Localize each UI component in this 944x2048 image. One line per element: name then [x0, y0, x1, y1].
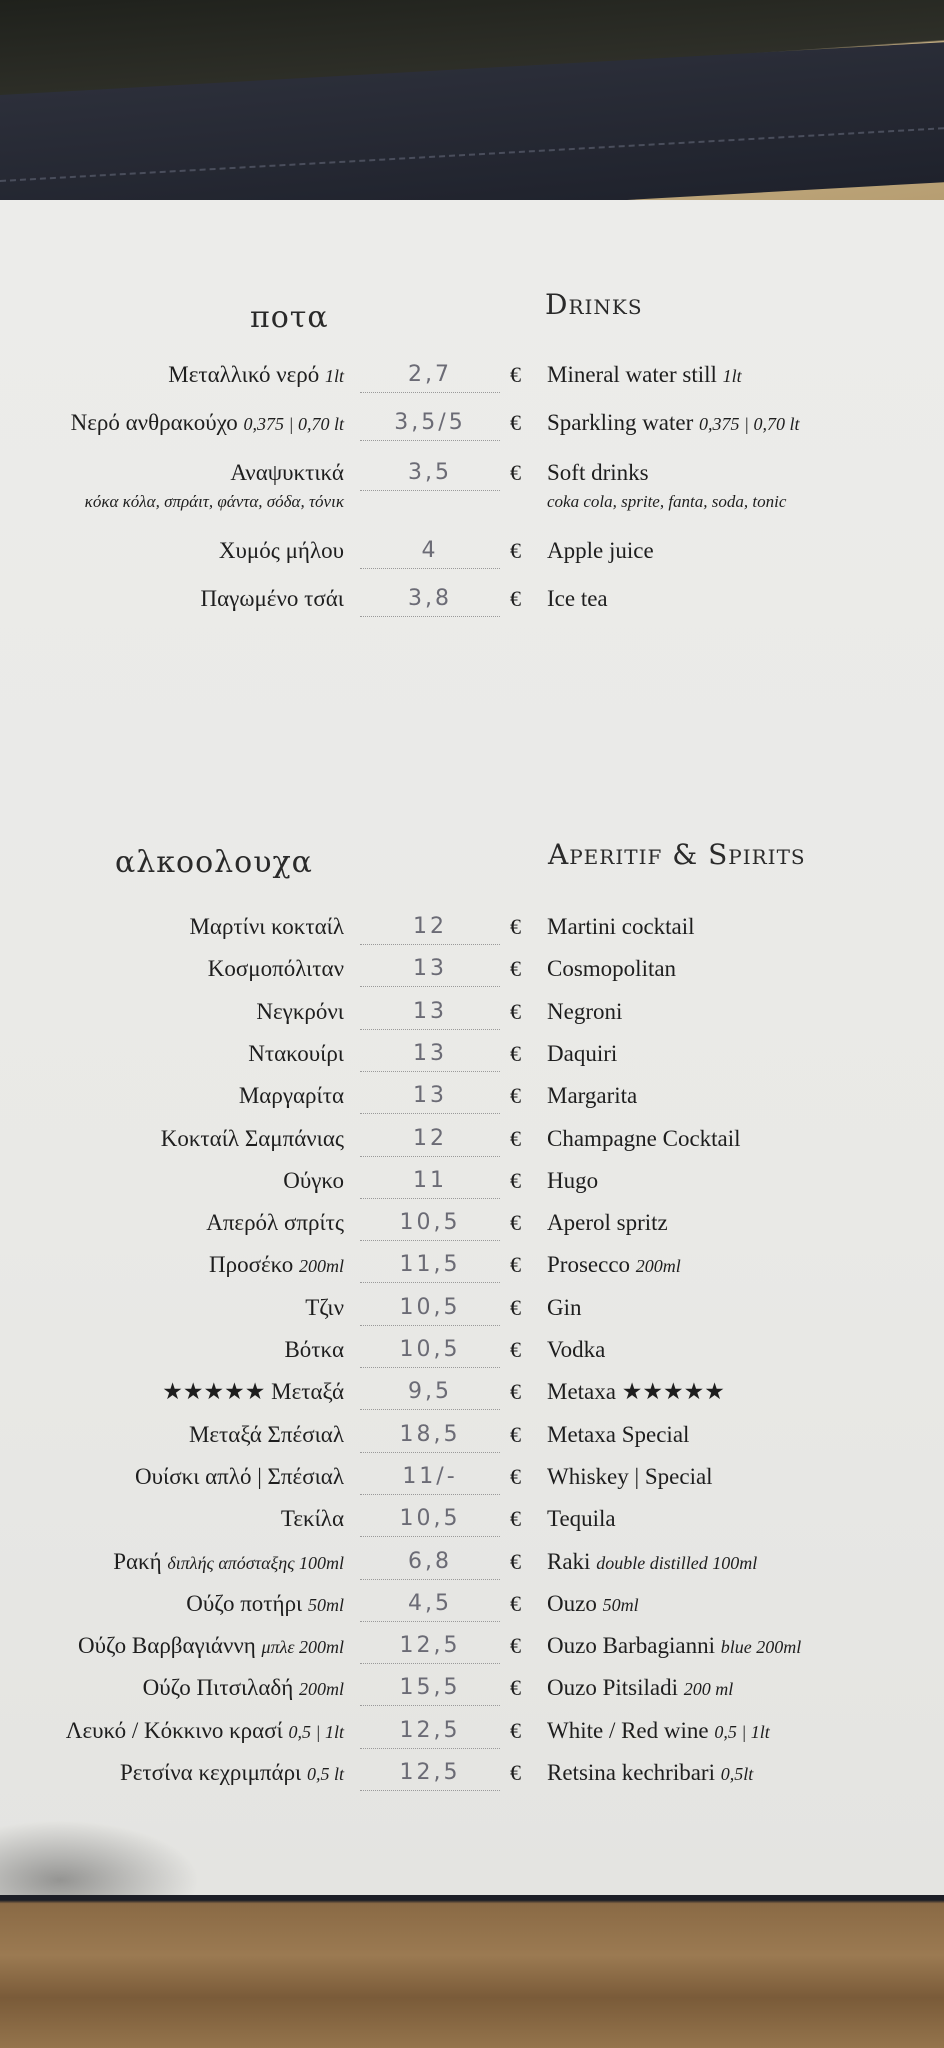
item-price: 4,5	[360, 1591, 500, 1622]
currency-symbol: €	[510, 1337, 521, 1362]
item-name-english-text: Hugo	[547, 1167, 599, 1193]
item-name-english-text: Champagne Cocktail	[547, 1125, 741, 1151]
item-note-english: 0,375 | 0,70 lt	[699, 414, 800, 434]
item-name-greek-text: Ρακή	[113, 1548, 162, 1574]
item-name-greek-text: Βότκα	[284, 1337, 344, 1362]
menu-item-row	[0, 1252, 944, 1294]
item-name-greek	[209, 1252, 344, 1278]
currency-symbol: €	[510, 914, 521, 939]
item-name-greek	[168, 362, 344, 388]
menu-item-row	[0, 1549, 944, 1591]
menu-item-row	[0, 410, 944, 452]
table-surface-bottom	[0, 1880, 944, 2048]
menu-item-row	[0, 460, 944, 511]
item-name-english	[547, 1506, 616, 1532]
item-price: 2,7	[360, 362, 500, 393]
item-name-english-text: Vodka	[547, 1337, 606, 1362]
currency-symbol: €	[510, 1421, 521, 1447]
item-name-greek	[219, 538, 344, 564]
menu-item-row	[0, 1337, 944, 1379]
menu-item-row	[0, 914, 944, 956]
item-name-english	[547, 1591, 639, 1617]
item-name-english	[547, 1126, 741, 1152]
item-name-greek	[135, 1464, 344, 1490]
item-note-greek: μπλε 200ml	[261, 1637, 344, 1658]
menu-item-row	[0, 1633, 944, 1675]
currency-symbol: €	[510, 362, 521, 387]
item-note-english: 200 ml	[683, 1679, 734, 1700]
item-name-english	[547, 1464, 713, 1490]
currency-symbol: €	[510, 1083, 521, 1109]
item-name-greek	[305, 1295, 344, 1321]
item-name-english	[547, 999, 622, 1025]
item-name-greek	[256, 999, 344, 1025]
menu-item-row	[0, 1591, 944, 1633]
menu-item-row	[0, 1168, 944, 1210]
item-name-greek-text: Μεταξά Σπέσιαλ	[188, 1421, 344, 1447]
item-name-greek-text: Προσέκο	[209, 1252, 294, 1278]
item-name-greek-text: Ούζο ποτήρι	[186, 1590, 303, 1616]
item-name-greek-text: Χυμός μήλου	[218, 538, 344, 563]
item-name-english	[547, 1252, 681, 1278]
item-name-greek	[71, 410, 344, 436]
item-name-greek-text: Απερόλ σπρίτς	[206, 1210, 344, 1236]
item-note-english: double distilled 100ml	[596, 1552, 758, 1573]
item-price: 3,8	[360, 586, 500, 617]
item-name-greek-text: Νεγκρόνι	[256, 998, 344, 1024]
item-name-greek	[161, 1126, 344, 1152]
item-note-greek: 0,5 lt	[306, 1764, 344, 1784]
item-name-greek	[208, 956, 344, 982]
currency-symbol: €	[510, 1548, 521, 1574]
item-name-english-text: Raki	[547, 1548, 591, 1574]
item-price: 18,5	[360, 1422, 500, 1453]
item-name-english-text: Martini cocktail	[547, 914, 695, 939]
item-name-greek	[201, 586, 344, 612]
currency-symbol: €	[510, 460, 521, 485]
item-price: 11,5	[360, 1252, 500, 1283]
item-note-greek: 200ml	[299, 1256, 344, 1277]
item-name-greek-text: Παγωμένο τσάι	[200, 586, 344, 611]
menu-item-row	[0, 1126, 944, 1168]
item-note-greek: 200ml	[299, 1679, 344, 1700]
item-price: 6,8	[360, 1549, 500, 1580]
item-name-english-text: Whiskey | Special	[547, 1463, 713, 1489]
item-note-greek: 0,375 | 0,70 lt	[243, 414, 344, 434]
item-note-greek: 0,5 | 1lt	[288, 1721, 344, 1742]
menu-item-row	[0, 999, 944, 1041]
currency-symbol: €	[510, 1379, 521, 1405]
item-subline-english: coka cola, sprite, fanta, soda, tonic	[547, 492, 787, 511]
item-price: 3,5	[360, 460, 500, 491]
currency-symbol: €	[510, 1294, 521, 1320]
currency-symbol: €	[510, 998, 521, 1024]
item-name-greek	[113, 1549, 344, 1575]
item-name-english	[547, 1718, 770, 1744]
currency-symbol: €	[510, 1760, 521, 1785]
item-name-english	[547, 1337, 605, 1363]
item-note-greek: διπλής απόσταξης 100ml	[167, 1552, 344, 1573]
item-price: 11/-	[360, 1464, 500, 1495]
item-name-english	[547, 1760, 753, 1786]
item-name-english	[547, 1168, 598, 1194]
item-price: 4	[360, 538, 500, 569]
item-name-english-text: Sparkling water	[547, 410, 694, 435]
currency-symbol: €	[510, 1040, 521, 1066]
currency-symbol: €	[510, 1252, 521, 1278]
item-name-greek	[206, 1210, 344, 1236]
item-name-english-text: Retsina kechribari	[547, 1760, 715, 1785]
page-shadow	[0, 1820, 200, 1895]
item-name-greek	[281, 1506, 344, 1532]
item-note-greek: 1lt	[324, 366, 344, 386]
item-price: 10,5	[360, 1295, 500, 1326]
item-name-greek-text: ★★★★★ Μεταξά	[162, 1379, 344, 1405]
item-name-greek	[230, 460, 344, 486]
item-note-english: 50ml	[602, 1594, 639, 1615]
item-name-english-text: Metaxa ★★★★★	[547, 1379, 725, 1405]
item-note-english: blue 200ml	[720, 1637, 802, 1658]
item-name-english-text: Ice tea	[547, 586, 608, 611]
item-name-greek-text: Ντακουίρι	[248, 1040, 344, 1066]
item-name-english-text: Apple juice	[547, 538, 654, 563]
item-name-greek-text: Ούζο Πιτσιλαδή	[142, 1675, 294, 1701]
item-name-english	[547, 362, 742, 388]
spirits-heading-greek: αλκοολουχα	[115, 845, 313, 880]
item-name-english-text: White / Red wine	[547, 1717, 709, 1743]
currency-symbol: €	[510, 1633, 521, 1659]
item-price: 10,5	[360, 1210, 500, 1241]
item-name-english-text: Ouzo Barbagianni	[547, 1633, 715, 1659]
item-price: 13	[360, 956, 500, 987]
item-name-english	[547, 1549, 757, 1575]
menu-item-row	[0, 1675, 944, 1717]
menu-item-row	[0, 956, 944, 998]
item-name-english	[547, 460, 649, 486]
item-name-greek-text: Κοκταίλ Σαμπάνιας	[160, 1125, 344, 1151]
item-name-english	[547, 410, 799, 436]
item-name-greek	[186, 1591, 344, 1617]
currency-symbol: €	[510, 1590, 521, 1616]
currency-symbol: €	[510, 1463, 521, 1489]
item-name-english-text: Mineral water still	[547, 362, 717, 387]
item-price: 12,5	[360, 1633, 500, 1664]
menu-item-row	[0, 1760, 944, 1802]
item-name-greek	[189, 1422, 344, 1448]
item-name-greek-text: Ουίσκι απλό | Σπέσιαλ	[135, 1463, 344, 1489]
menu-item-row	[0, 1422, 944, 1464]
item-note-english: 0,5lt	[720, 1764, 754, 1784]
item-price: 12	[360, 914, 500, 945]
item-name-greek	[248, 1041, 344, 1067]
currency-symbol: €	[510, 1167, 521, 1193]
item-price: 13	[360, 999, 500, 1030]
item-name-english-text: Cosmopolitan	[547, 956, 677, 982]
item-name-english	[547, 586, 608, 612]
menu-item-row	[0, 538, 944, 580]
item-name-greek-text: Ούγκο	[283, 1167, 344, 1193]
item-name-greek	[66, 1718, 344, 1744]
currency-symbol: €	[510, 956, 521, 982]
item-price: 10,5	[360, 1506, 500, 1537]
menu-item-row	[0, 1506, 944, 1548]
menu-item-row	[0, 1295, 944, 1337]
item-name-english	[547, 1633, 801, 1659]
item-name-greek-text: Λευκό / Κόκκινο κρασί	[65, 1717, 283, 1743]
item-name-english	[547, 1041, 617, 1067]
menu-item-row	[0, 1464, 944, 1506]
item-name-english	[547, 1295, 582, 1321]
item-price: 13	[360, 1083, 500, 1114]
item-note-english: 200ml	[635, 1256, 681, 1277]
menu-item-row	[0, 1210, 944, 1252]
item-price: 15,5	[360, 1675, 500, 1706]
item-price: 11	[360, 1168, 500, 1199]
currency-symbol: €	[510, 1717, 521, 1743]
item-name-english	[547, 1210, 668, 1236]
item-price: 13	[360, 1041, 500, 1072]
item-name-greek	[284, 1337, 344, 1363]
item-name-english-text: Ouzo Pitsiladi	[547, 1675, 678, 1701]
item-note-english: 1lt	[722, 366, 742, 386]
item-name-greek	[239, 1083, 344, 1109]
item-name-greek-text: Μεταλλικό νερό	[168, 362, 320, 387]
item-name-english-text: Aperol spritz	[547, 1210, 668, 1236]
menu-item-row	[0, 1083, 944, 1125]
item-name-english	[547, 1422, 689, 1448]
currency-symbol: €	[510, 1675, 521, 1701]
item-price: 12	[360, 1126, 500, 1157]
item-subline-greek: κόκα κόλα, σπράιτ, φάντα, σόδα, τόνικ	[84, 492, 344, 511]
item-price: 3,5/5	[360, 410, 500, 441]
spirits-heading-english: Aperitif & Spirits	[548, 838, 806, 871]
item-name-greek-text: Ούζο Βαρβαγιάννη	[78, 1633, 256, 1659]
item-name-greek	[143, 1675, 344, 1701]
item-price: 12,5	[360, 1718, 500, 1749]
item-name-greek	[189, 914, 344, 940]
item-name-greek-text: Μαρτίνι κοκταίλ	[189, 914, 344, 939]
item-price: 9,5	[360, 1379, 500, 1410]
menu-item-row	[0, 586, 944, 628]
menu-item-row	[0, 1379, 944, 1421]
menu-item-row	[0, 1718, 944, 1760]
item-name-greek-text: Τεκίλα	[280, 1506, 344, 1532]
item-note-greek: 50ml	[308, 1594, 344, 1615]
item-name-english-text: Prosecco	[547, 1252, 631, 1278]
menu-item-row	[0, 1041, 944, 1083]
item-name-english	[547, 1379, 725, 1405]
item-name-english-text: Daquiri	[547, 1040, 618, 1066]
item-name-english-text: Tequila	[547, 1506, 616, 1532]
drinks-heading-english: Drinks	[545, 288, 643, 321]
item-name-greek-text: Ρετσίνα κεχριμπάρι	[119, 1760, 302, 1785]
drinks-heading-greek: ποτα	[250, 300, 329, 335]
item-name-english-text: Metaxa Special	[547, 1421, 690, 1447]
item-price: 10,5	[360, 1337, 500, 1368]
menu-item-row	[0, 362, 944, 404]
item-name-english	[547, 1083, 637, 1109]
item-name-greek-text: Τζιν	[305, 1294, 344, 1320]
item-name-greek-text: Αναψυκτικά	[230, 460, 344, 485]
item-name-english-text: Gin	[547, 1294, 582, 1320]
item-name-english	[547, 914, 695, 940]
item-name-greek-text: Νερό ανθρακούχο	[70, 410, 238, 435]
item-name-english	[547, 538, 654, 564]
item-name-english	[547, 956, 676, 982]
item-name-english-text: Soft drinks	[547, 460, 649, 485]
currency-symbol: €	[510, 1506, 521, 1532]
item-name-greek-text: Κοσμοπόλιταν	[207, 956, 344, 982]
item-note-english: 0,5 | 1lt	[714, 1721, 770, 1742]
item-price: 12,5	[360, 1760, 500, 1791]
item-name-greek	[283, 1168, 344, 1194]
item-name-english-text: Margarita	[547, 1083, 638, 1109]
currency-symbol: €	[510, 1210, 521, 1236]
item-name-greek	[162, 1379, 344, 1405]
item-name-greek-text: Μαργαρίτα	[238, 1083, 344, 1109]
currency-symbol: €	[510, 410, 521, 435]
item-name-greek	[120, 1760, 344, 1786]
currency-symbol: €	[510, 538, 521, 563]
currency-symbol: €	[510, 586, 521, 611]
item-name-english-text: Negroni	[547, 998, 623, 1024]
item-name-greek	[78, 1633, 344, 1659]
item-name-english	[547, 1675, 733, 1701]
currency-symbol: €	[510, 1125, 521, 1151]
item-name-english-text: Ouzo	[547, 1590, 597, 1616]
